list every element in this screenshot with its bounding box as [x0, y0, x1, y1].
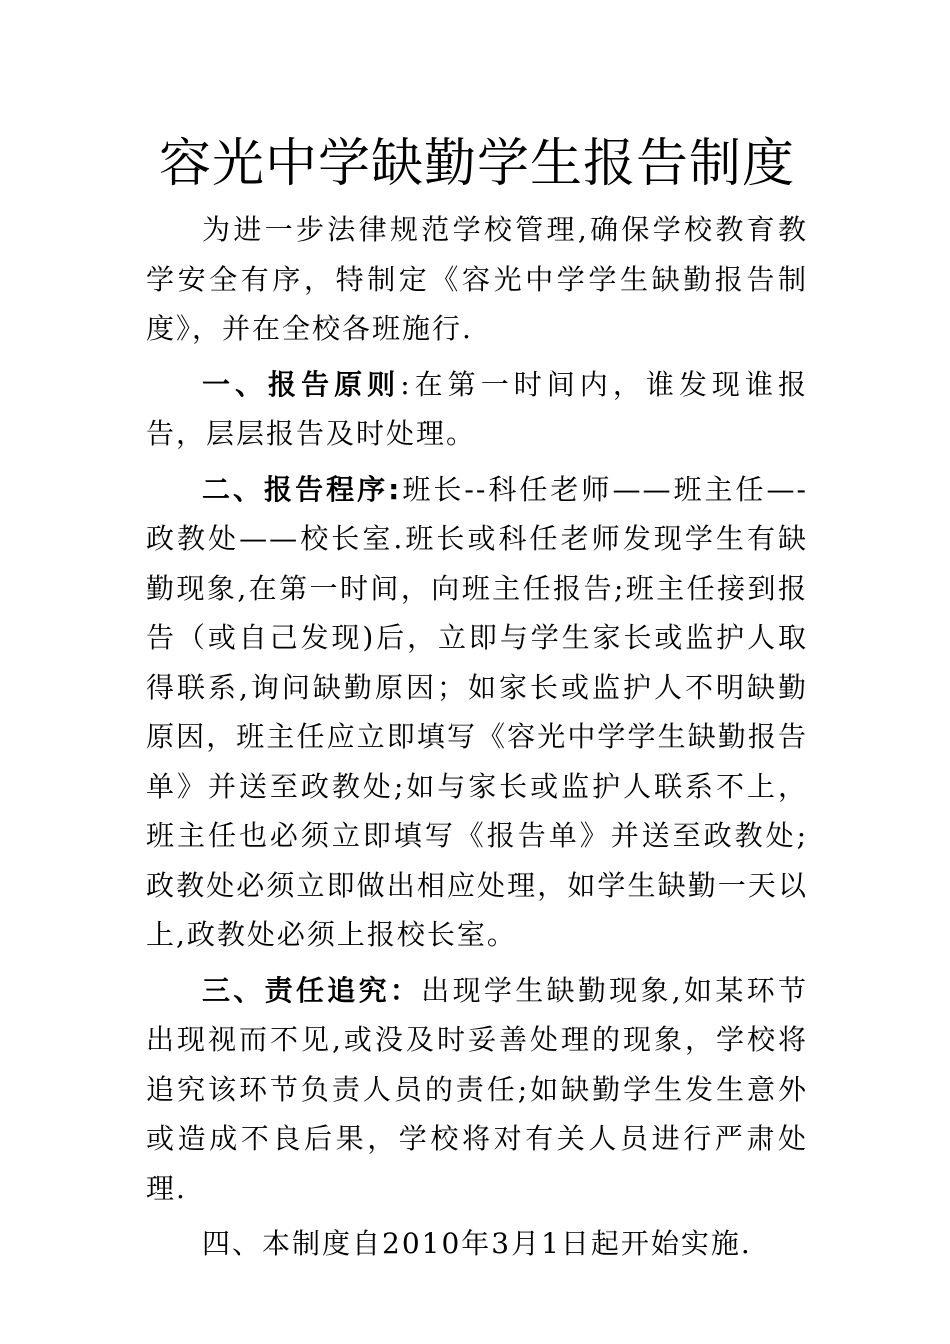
intro-paragraph: 为进一步法律规范学校管理,确保学校教育教学安全有序，特制定《容光中学学生缺勤报告制度》，并在全校各班施行.: [146, 213, 808, 345]
section-body: 班长--科任老师——班主任—-政教处——校长室.班长或科任老师发现学生有缺勤现象,在第一时间，向班主任报告;班主任接到报告（或自己发现)后，立即与学生家长或监护人取得联系,询问缺勤原因；如家长或监护人不明缺勤原因，班主任应立即填写《容光中学学生缺勤报告单》并送至政教处;如与家长或监护人联系不上，班主任也必须立即填写《报告单》并送至政教处;政教处必须立即做出相应处理，如学生缺勤一天以上,政教处必须上报校长室。: [146, 472, 808, 951]
section-accountability: [146, 966, 808, 1214]
section-reporting-principle: [146, 360, 808, 459]
section-heading: 一、报告原则: [202, 367, 401, 401]
document-title: 容光中学缺勤学生报告制度: [158, 134, 795, 194]
section-reporting-procedure: [146, 465, 808, 960]
section-body: :在第一时间内，谁发现谁报告，层层报告及时处理。: [146, 367, 808, 450]
section-heading: 二、报告程序:: [202, 472, 402, 506]
document-page: [146, 125, 808, 1269]
section-heading: 三、责任追究：: [202, 973, 422, 1007]
closing-paragraph: 四、本制度自2010年3月1日起开始实施.: [202, 1227, 752, 1260]
section-body: 出现学生缺勤现象,如某环节出现视而不见,或没及时妥善处理的现象，学校将追究该环节负责人员的责任;如缺勤学生发生意外或造成不良后果，学校将对有关人员进行严肃处理.: [146, 973, 808, 1205]
